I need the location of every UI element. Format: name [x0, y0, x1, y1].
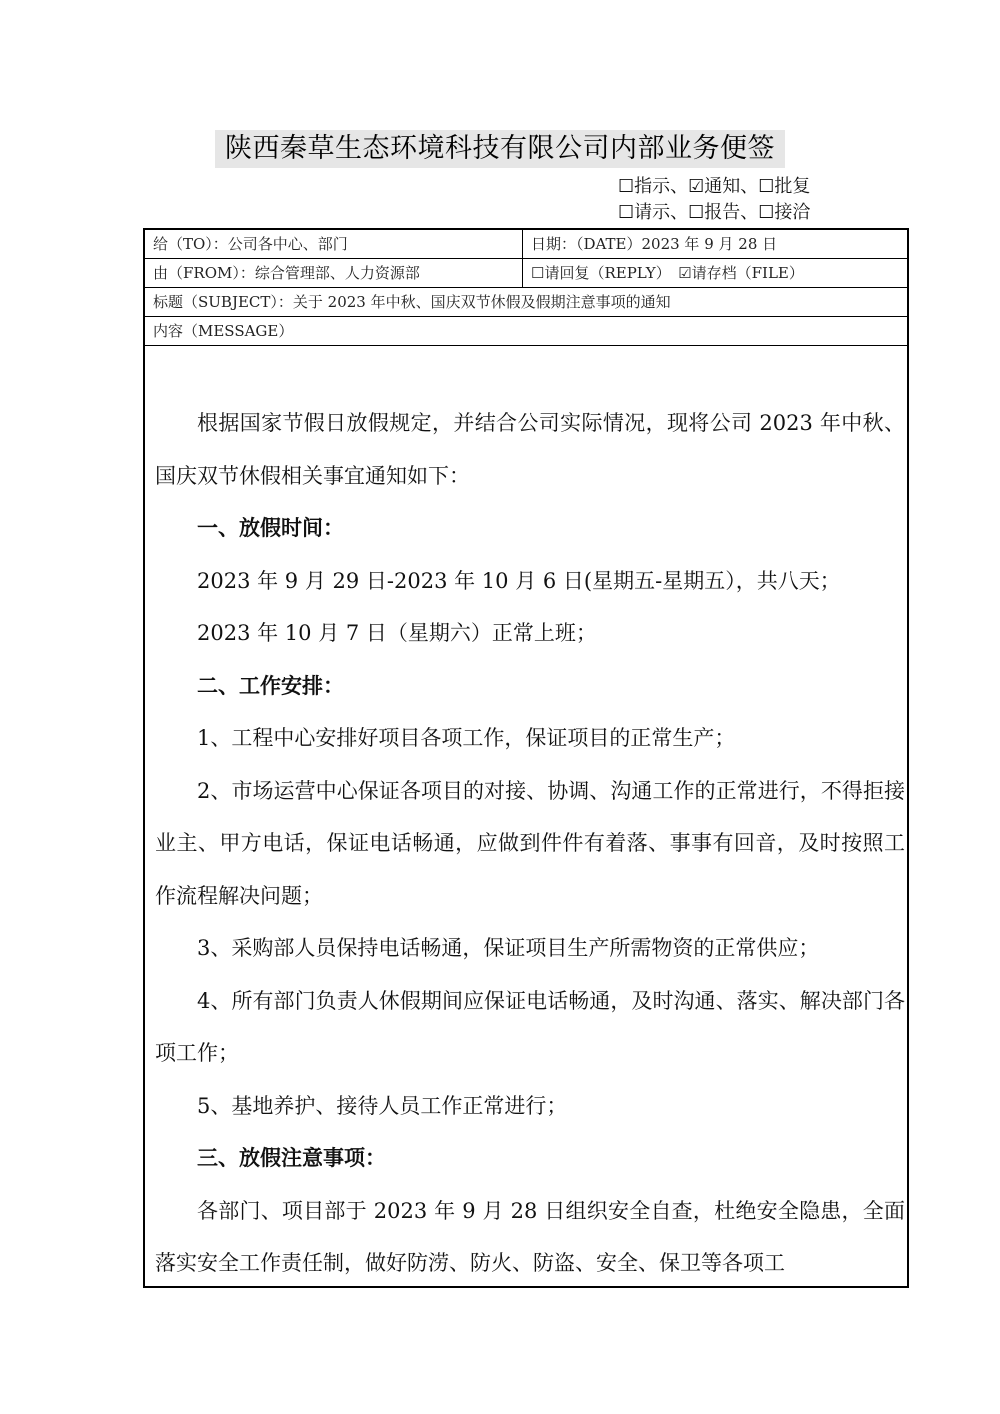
section-heading-holiday-time: 一、放假时间： — [197, 516, 344, 540]
subject-field: 标题（SUBJECT）：关于 2023 年中秋、国庆双节休假及假期注意事项的通知 — [153, 293, 671, 311]
to-field: 给（TO）：公司各中心、部门 — [153, 235, 348, 253]
return-to-work-line: 2023 年 10 月 7 日（星期六）正常上班； — [197, 621, 597, 645]
memo-type-checkboxes-row2[interactable]: ☐请示、☐报告、☐接洽 — [618, 202, 811, 223]
content-label: 内容（MESSAGE） — [153, 322, 294, 340]
section-heading-work-arrangement: 二、工作安排： — [197, 673, 344, 698]
arrangement-item-5: 5、基地养护、接待人员工作正常进行； — [197, 1093, 568, 1118]
arrangement-item-4: 4、所有部门负责人休假期间应保证电话畅通，及时沟通、落实、解决部门各项工作； — [155, 988, 905, 1065]
arrangement-item-1: 1、工程中心安排好项目各项工作，保证项目的正常生产； — [197, 726, 736, 750]
arrangement-item-2: 2、市场运营中心保证各项目的对接、协调、沟通工作的正常进行，不得拒接业主、甲方电话，保证电话畅通，应做到件件有着落、事事有回音，及时按照工作流程解决问题； — [155, 778, 905, 908]
from-field: 由（FROM）：综合管理部、人力资源部 — [153, 264, 420, 282]
row-divider — [145, 345, 907, 346]
reply-file-checkboxes[interactable]: ☐请回复（REPLY） ☑请存档（FILE） — [531, 264, 804, 282]
memo-type-checkboxes-row1[interactable]: ☐指示、☑通知、☐批复 — [618, 176, 811, 197]
holiday-period-line: 2023 年 9 月 29 日-2023 年 10 月 6 日(星期五-星期五），共八天； — [197, 568, 841, 593]
memo-title: 陕西秦草生态环境科技有限公司内部业务便签 — [215, 130, 785, 168]
precautions-paragraph: 各部门、项目部于 2023 年 9 月 28 日组织安全自查，杜绝安全隐患，全面落实安全工作责任制，做好防涝、防火、防盗、安全、保卫等各项工 — [155, 1198, 905, 1275]
section-heading-precautions: 三、放假注意事项： — [197, 1146, 386, 1170]
message-body — [155, 397, 905, 1290]
column-divider — [522, 230, 523, 287]
intro-paragraph: 根据国家节假日放假规定，并结合公司实际情况，现将公司 2023 年中秋、国庆双节休假相关事宜通知如下： — [155, 411, 905, 488]
arrangement-item-3: 3、采购部人员保持电话畅通，保证项目生产所需物资的正常供应； — [197, 936, 820, 960]
date-field: 日期：（DATE）2023 年 9 月 28 日 — [531, 235, 778, 253]
